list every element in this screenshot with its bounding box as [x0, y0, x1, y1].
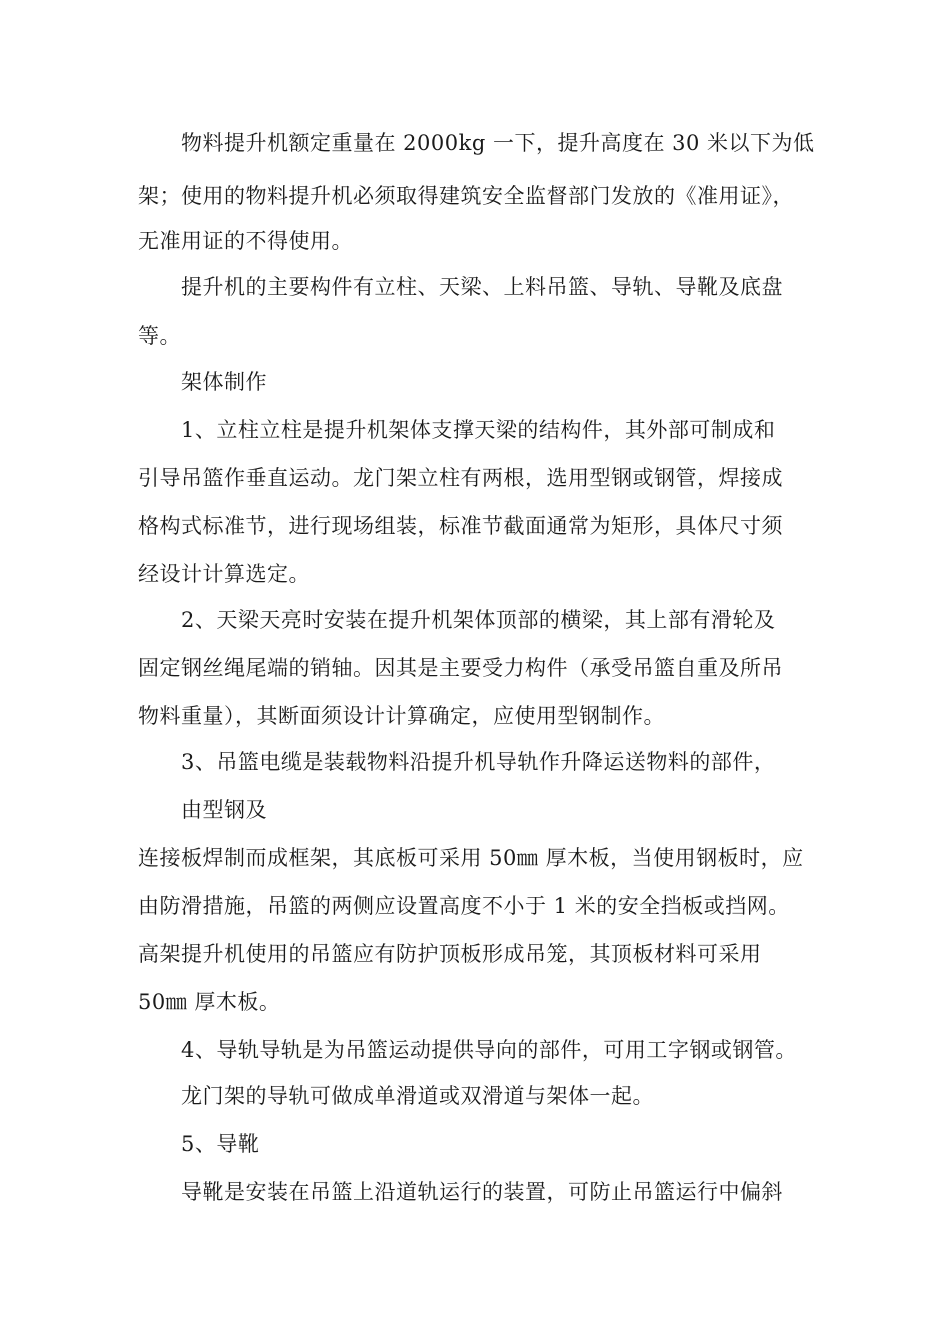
paragraph-line: 由防滑措施，吊篮的两侧应设置高度不小于 1 米的安全挡板或挡网。: [138, 894, 790, 918]
paragraph-line: 3、吊篮电缆是装载物料沿提升机导轨作升降运送物料的部件，: [181, 750, 776, 774]
paragraph-line: 龙门架的导轨可做成单滑道或双滑道与架体一起。: [181, 1084, 654, 1108]
paragraph-line: 等。: [138, 324, 181, 348]
paragraph-line: 物料提升机额定重量在 2000kg 一下，提升高度在 30 米以下为低: [181, 131, 815, 155]
paragraph-line: 2、天梁天亮时安装在提升机架体顶部的横梁，其上部有滑轮及: [181, 608, 776, 632]
paragraph-line: 格构式标准节，进行现场组装，标准节截面通常为矩形，具体尺寸须: [138, 514, 783, 538]
paragraph-line: 由型钢及: [181, 798, 267, 822]
paragraph-line: 固定钢丝绳尾端的销轴。因其是主要受力构件（承受吊篮自重及所吊: [138, 656, 783, 680]
paragraph-line: 提升机的主要构件有立柱、天梁、上料吊篮、导轨、导靴及底盘: [181, 275, 783, 299]
paragraph-line: 50㎜ 厚木板。: [138, 990, 281, 1014]
paragraph-line: 高架提升机使用的吊篮应有防护顶板形成吊笼，其顶板材料可采用: [138, 942, 762, 966]
paragraph-line: 物料重量），其断面须设计计算确定，应使用型钢制作。: [138, 704, 665, 728]
section-heading: 架体制作: [181, 370, 267, 394]
paragraph-line: 连接板焊制而成框架，其底板可采用 50㎜ 厚木板，当使用钢板时，应: [138, 846, 804, 870]
paragraph-line: 4、导轨导轨是为吊篮运动提供导向的部件，可用工字钢或钢管。: [181, 1038, 797, 1062]
paragraph-line: 1、立柱立柱是提升机架体支撑天梁的结构件，其外部可制成和: [181, 418, 776, 442]
paragraph-line: 经设计计算选定。: [138, 562, 310, 586]
paragraph-line: 架；使用的物料提升机必须取得建筑安全监督部门发放的《准用证》，: [138, 184, 794, 208]
paragraph-line: 无准用证的不得使用。: [138, 229, 353, 253]
paragraph-line: 导靴是安装在吊篮上沿道轨运行的装置，可防止吊篮运行中偏斜: [181, 1180, 783, 1204]
paragraph-line: 引导吊篮作垂直运动。龙门架立柱有两根，选用型钢或钢管，焊接成: [138, 466, 783, 490]
section-heading: 5、导靴: [181, 1132, 260, 1156]
